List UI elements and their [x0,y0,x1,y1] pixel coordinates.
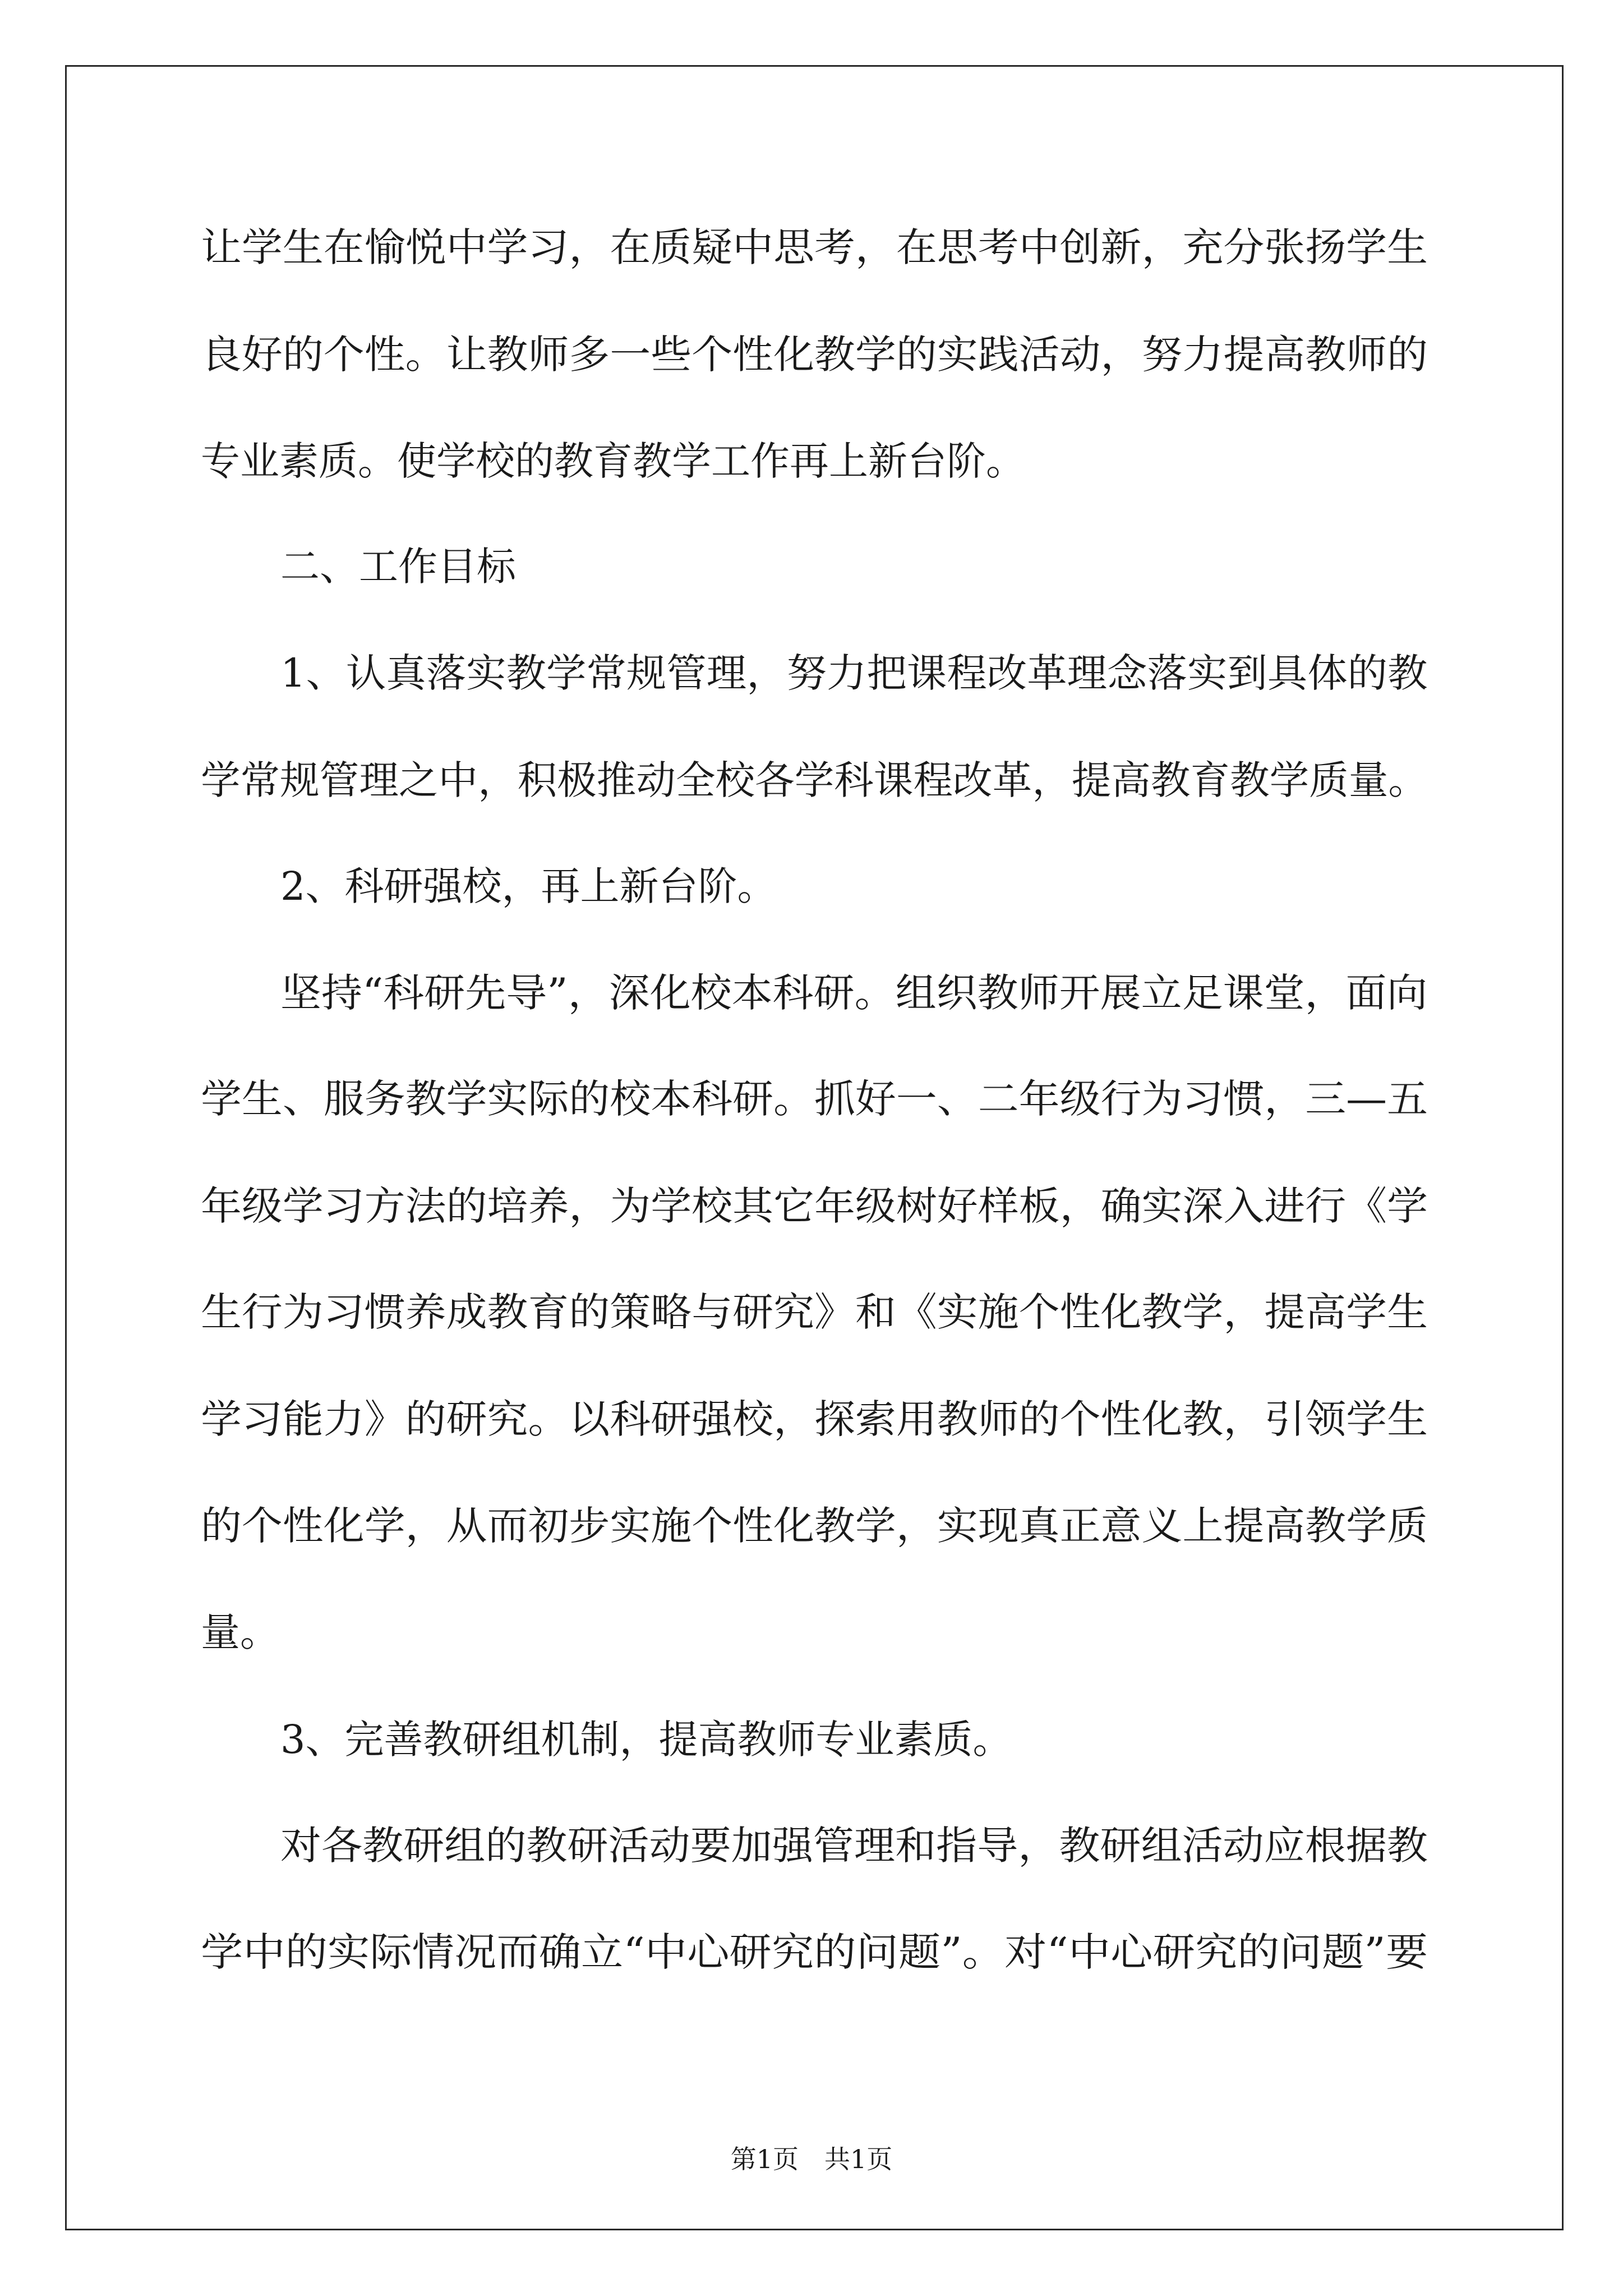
text-line-13: 的个性化学，从而初步实施个性化教学，实现真正意义上提高教学质 [201,1503,1428,1549]
text-line-15: 3、完善教研组机制，提高教师专业素质。 [280,1717,1012,1763]
page-border [65,65,1564,2230]
section-heading: 二、工作目标 [280,544,516,590]
text-line-9: 学生、服务教学实际的校本科研。抓好一、二年级行为习惯，三—五 [201,1076,1428,1122]
text-line-14: 量。 [201,1609,279,1655]
text-line-3: 专业素质。使学校的教育教学工作再上新台阶。 [201,438,1025,484]
text-line-6: 学常规管理之中，积极推动全校各学科课程改革，提高教育教学质量。 [201,757,1428,803]
text-line-10: 年级学习方法的培养，为学校其它年级树好样板，确实深入进行《学 [201,1183,1428,1229]
text-line-8: 坚持“科研先导”，深化校本科研。组织教师开展立足课堂，面向 [280,970,1428,1016]
text-line-1: 让学生在愉悦中学习，在质疑中思考，在思考中创新，充分张扬学生 [201,224,1428,270]
text-line-12: 学习能力》的研究。以科研强校，探索用教师的个性化教，引领学生 [201,1396,1428,1442]
text-line-16: 对各教研组的教研活动要加强管理和指导，教研组活动应根据教 [280,1823,1428,1869]
text-line-7: 2、科研强校，再上新台阶。 [280,863,777,909]
text-line-5: 1、认真落实教学常规管理，努力把课程改革理念落实到具体的教 [280,650,1428,696]
page-footer: 第1页 共1页 [730,2144,893,2174]
text-line-11: 生行为习惯养成教育的策略与研究》和《实施个性化教学，提高学生 [201,1289,1428,1335]
text-line-2: 良好的个性。让教师多一些个性化教学的实践活动，努力提高教师的 [201,332,1428,378]
text-line-17: 学中的实际情况而确立“中心研究的问题”。对“中心研究的问题”要 [201,1929,1428,1975]
